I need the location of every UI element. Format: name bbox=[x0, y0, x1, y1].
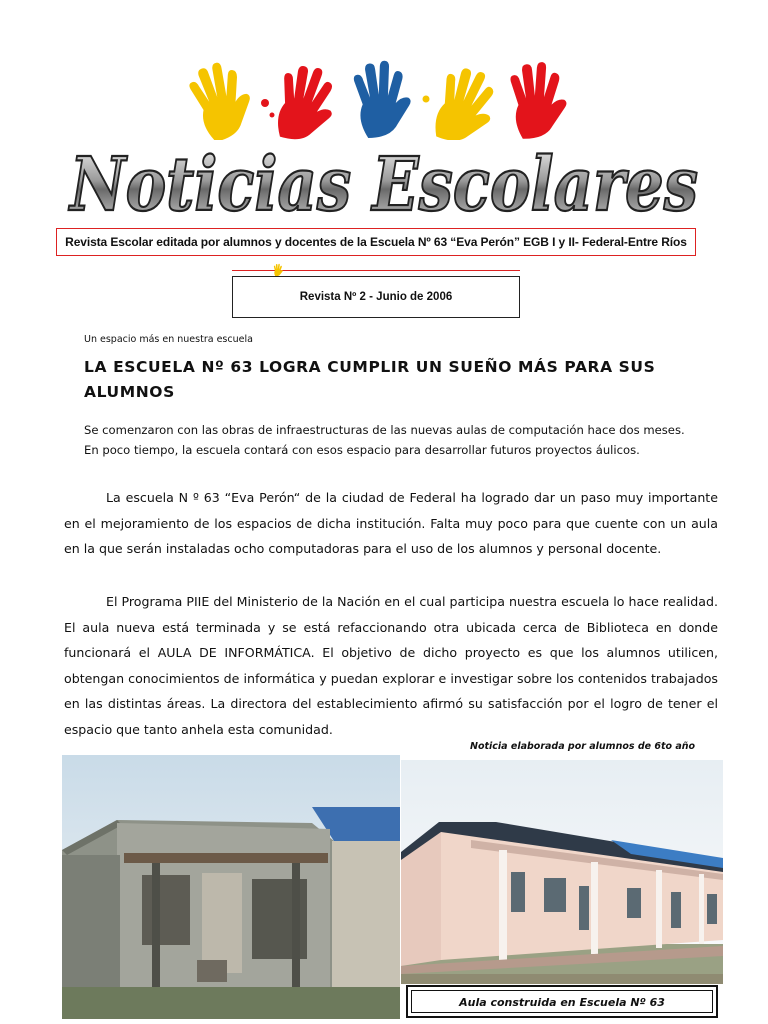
svg-text:Noticias Escolares: Noticias Escolares bbox=[68, 142, 698, 228]
article-credit: Noticia elaborada por alumnos de 6to año bbox=[470, 741, 696, 752]
issue-box bbox=[232, 276, 520, 318]
article-paragraph bbox=[64, 485, 718, 562]
finished-classroom-photo bbox=[401, 760, 723, 984]
paragraph-text: El Programa PIIE del Ministerio de la Nación en el cual participa nuestra escuela lo hace realidad. El aula nueva está terminada y se está refaccionando otra ubicada cerca de Biblioteca en donde funcionará el AULA DE INFORMÁTICA. El objetivo de dicho proyecto es que los alumnos utilicen, obtengan conocimientos de informática y puedan explorar e investigar sobre los contenidos trabajados en las distintas áreas. La directora del establecimiento afirmó su satisfacción por el logro de tener el espacio que tanto anhela esta comunidad. bbox=[64, 594, 718, 737]
article-lede: Se comenzaron con las obras de infraestructuras de las nuevas aulas de computación hace dos meses. En poco tiempo, la escuela contará con esos espacio para desarrollar futuros proyectos áulicos. bbox=[84, 423, 685, 457]
article-kicker: Un espacio más en nuestra escuela bbox=[84, 334, 253, 345]
photo-caption-box bbox=[406, 985, 718, 1018]
caption-frame bbox=[411, 990, 713, 1013]
article-headline: LA ESCUELA Nº 63 LOGRA CUMPLIR UN SUEÑO MÁS PARA SUS ALUMNOS bbox=[84, 358, 656, 401]
paragraph-text: La escuela N º 63 “Eva Perón“ de la ciudad de Federal ha logrado dar un paso muy importante en el mejoramiento de los espacios de dicha institución. Falta muy poco para que cuente con un aula en la que serán instaladas ocho computadoras para el uso de los alumnos y personal docente. bbox=[64, 490, 718, 556]
photo-caption: Aula construida en Escuela Nº 63 bbox=[459, 996, 665, 1009]
issue-number: Revista Nº 2 - Junio de 2006 bbox=[299, 291, 453, 303]
construction-photo bbox=[62, 755, 400, 1019]
small-hand-icon bbox=[270, 263, 286, 277]
article-paragraph bbox=[64, 589, 718, 742]
masthead-subtitle: Revista Escolar editada por alumnos y docentes de la Escuela Nº 63 “Eva Perón” EGB I y II- Federal-Entre Ríos bbox=[65, 235, 687, 249]
subtitle-box bbox=[56, 228, 696, 256]
masthead-title bbox=[0, 128, 768, 228]
